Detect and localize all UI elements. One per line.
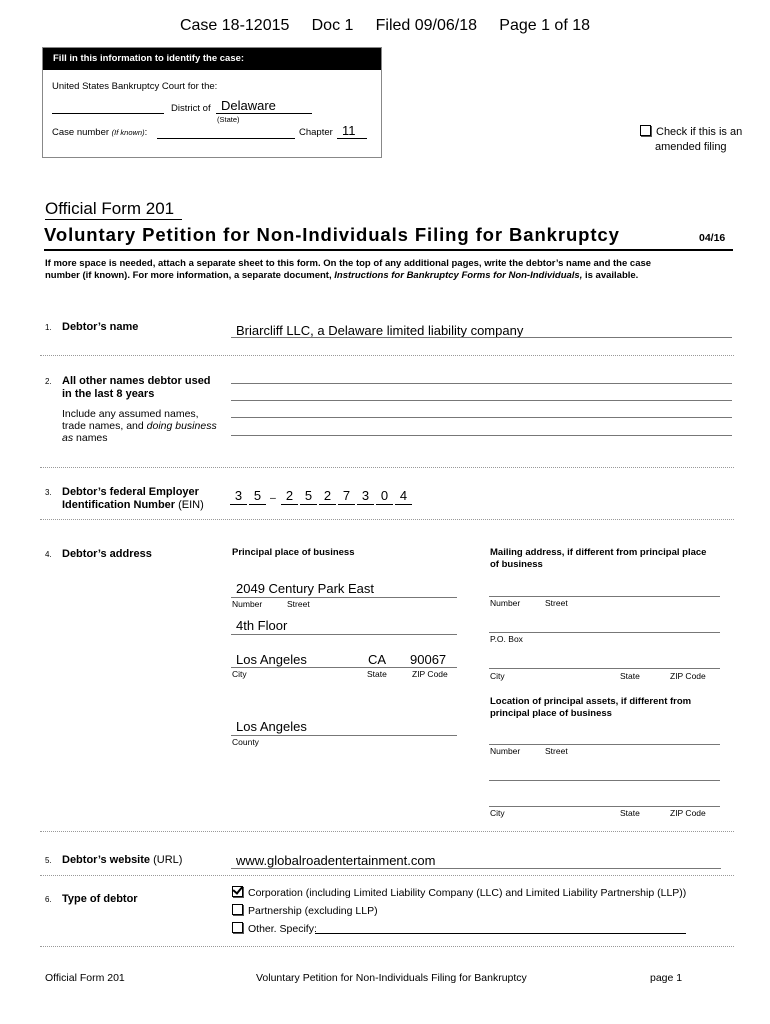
section-divider: [40, 355, 734, 356]
other-names-field-4[interactable]: [231, 435, 732, 436]
assets-state-caption: State: [620, 808, 640, 818]
principal-state-caption: State: [367, 669, 387, 679]
mailing-street-caption: Street: [545, 598, 568, 608]
intro-line-1: If more space is needed, attach a separate sheet to this form. On the top of any additional pages, write the debtor’s name and the case: [45, 258, 652, 269]
mailing-heading-line2: of business: [490, 559, 543, 570]
other-names-field-1[interactable]: [231, 383, 732, 384]
principal-number-caption: Number: [232, 599, 263, 609]
q5-label: Debtor’s website (URL): [62, 854, 183, 866]
other-names-field-3[interactable]: [231, 417, 732, 418]
q4-label: Debtor’s address: [62, 548, 152, 560]
section-divider: [40, 519, 734, 520]
ein-digit: 0: [376, 488, 393, 505]
chapter-value[interactable]: 11: [342, 123, 356, 138]
case-header-line: Case 18-12015 Doc 1 Filed 09/06/18 Page 1 of 18: [179, 17, 591, 34]
q2-label-line2: in the last 8 years: [62, 388, 155, 400]
county-value[interactable]: Los Angeles: [236, 719, 307, 734]
section-divider: [40, 946, 734, 947]
q6-number: 6.: [45, 895, 52, 904]
ein-digit: 3: [230, 488, 247, 505]
q3-number: 3.: [45, 488, 52, 497]
assets-number-caption: Number: [490, 746, 521, 756]
mailing-city-caption: City: [490, 671, 505, 681]
q6-label: Type of debtor: [62, 893, 138, 905]
footer-page-number: page 1: [650, 972, 683, 984]
principal-zip-caption: ZIP Code: [412, 669, 448, 679]
amended-label-line2: amended filing: [655, 141, 727, 153]
mailing-street-field[interactable]: [489, 596, 720, 597]
ein-field[interactable]: [230, 488, 430, 508]
ein-digit: 2: [281, 488, 298, 505]
assets-line2-field[interactable]: [489, 780, 720, 781]
mailing-po-box-caption: P.O. Box: [490, 634, 523, 644]
section-divider: [40, 467, 734, 468]
principal-street-caption: Street: [287, 599, 310, 609]
principal-street-value[interactable]: 2049 Century Park East: [236, 581, 375, 596]
q2-label-line1: All other names debtor used: [62, 375, 211, 387]
q5-number: 5.: [45, 856, 52, 865]
footer-form-id: Official Form 201: [45, 972, 125, 984]
q4-number: 4.: [45, 550, 52, 559]
principal-street-line: [231, 597, 457, 598]
intro-line-2: number (if known). For more information, a separate document, Instructions for Bankruptcy Forms for Non-Individuals, is available.: [45, 270, 639, 281]
form-version: 04/16: [699, 232, 726, 244]
mailing-number-caption: Number: [490, 598, 521, 608]
ein-digit: 2: [319, 488, 336, 505]
principal-city-line: [231, 667, 457, 668]
debtor-name-value[interactable]: Briarcliff LLC, a Delaware limited liability company: [236, 323, 524, 338]
mailing-heading-line1: Mailing address, if different from principal place: [490, 547, 707, 558]
principal-line2-value[interactable]: 4th Floor: [236, 618, 288, 633]
q2-number: 2.: [45, 377, 52, 386]
court-blank-line: [52, 113, 164, 114]
ein-digit: 4: [395, 488, 412, 505]
mailing-city-field[interactable]: [489, 668, 720, 669]
q2-note-line3: as names: [62, 432, 108, 444]
state-caption: (State): [217, 115, 240, 124]
ein-separator: –: [270, 492, 276, 504]
case-number-label: Case number (If known):: [52, 127, 148, 138]
debtor-type-option-corporation[interactable]: Corporation (including Limited Liability Company (LLC) and Limited Liability Partnership (LLP)): [232, 886, 686, 899]
ein-digit: 5: [249, 488, 266, 505]
amended-filing-checkbox[interactable]: [640, 125, 742, 138]
assets-street-caption: Street: [545, 746, 568, 756]
ein-digit: 7: [338, 488, 355, 505]
assets-city-caption: City: [490, 808, 505, 818]
principal-zip-value[interactable]: 90067: [410, 652, 447, 667]
mailing-po-box-field[interactable]: [489, 632, 720, 633]
ein-digit: 3: [357, 488, 374, 505]
assets-street-field[interactable]: [489, 744, 720, 745]
q1-number: 1.: [45, 323, 52, 332]
assets-zip-caption: ZIP Code: [670, 808, 706, 818]
website-value[interactable]: www.globalroadentertainment.com: [236, 853, 436, 868]
case-identification-box-header: [43, 48, 381, 70]
ein-digit: 5: [300, 488, 317, 505]
section-divider: [40, 875, 734, 876]
q3-label-line1: Debtor’s federal Employer: [62, 486, 199, 498]
title-rule: [44, 249, 733, 251]
other-specify-field[interactable]: [315, 933, 686, 934]
principal-state-value[interactable]: CA: [368, 652, 387, 667]
county-caption: County: [232, 737, 259, 747]
chapter-label: Chapter: [299, 127, 333, 138]
district-value[interactable]: Delaware: [221, 98, 276, 113]
section-divider: [40, 831, 734, 832]
district-line: [216, 113, 312, 114]
principal-line2-line: [231, 634, 457, 635]
checkbox-icon[interactable]: [232, 922, 243, 933]
principal-city-value[interactable]: Los Angeles: [236, 652, 307, 667]
case-identification-title: Fill in this information to identify the case:: [53, 53, 245, 64]
debtor-name-line: [231, 337, 732, 338]
chapter-line: [337, 138, 367, 139]
debtor-type-option-other[interactable]: Other. Specify:: [232, 922, 317, 935]
footer-form-title: Voluntary Petition for Non-Individuals Filing for Bankruptcy: [256, 972, 527, 984]
q2-note-line1: Include any assumed names,: [62, 408, 199, 420]
website-line: [231, 868, 721, 869]
amended-label-line1: Check if this is an: [656, 126, 743, 138]
checkbox-icon[interactable]: [640, 125, 651, 136]
assets-city-field[interactable]: [489, 806, 720, 807]
form-title: Voluntary Petition for Non-Individuals Filing for Bankruptcy: [44, 224, 620, 245]
assets-heading-line2: principal place of business: [490, 708, 612, 719]
principal-city-caption: City: [232, 669, 247, 679]
checkbox-icon[interactable]: [232, 904, 243, 915]
mailing-state-caption: State: [620, 671, 640, 681]
case-number-field[interactable]: [157, 138, 295, 139]
other-names-field-2[interactable]: [231, 400, 732, 401]
assets-heading-line1: Location of principal assets, if different from: [490, 696, 692, 707]
form-id-underline: [45, 219, 182, 220]
q1-label: Debtor’s name: [62, 321, 139, 333]
checked-checkbox-icon[interactable]: [232, 886, 243, 897]
debtor-type-option-partnership[interactable]: Partnership (excluding LLP): [232, 904, 378, 917]
county-line: [231, 735, 457, 736]
case-identification-box: [42, 47, 382, 158]
form-id: Official Form 201: [45, 199, 175, 218]
q3-label-line2: Identification Number (EIN): [62, 499, 204, 511]
mailing-zip-caption: ZIP Code: [670, 671, 706, 681]
district-prefix: District of: [171, 103, 211, 114]
court-label: United States Bankruptcy Court for the:: [52, 81, 218, 92]
principal-heading: Principal place of business: [232, 547, 355, 558]
q2-note-line2: trade names, and doing business: [62, 420, 217, 432]
